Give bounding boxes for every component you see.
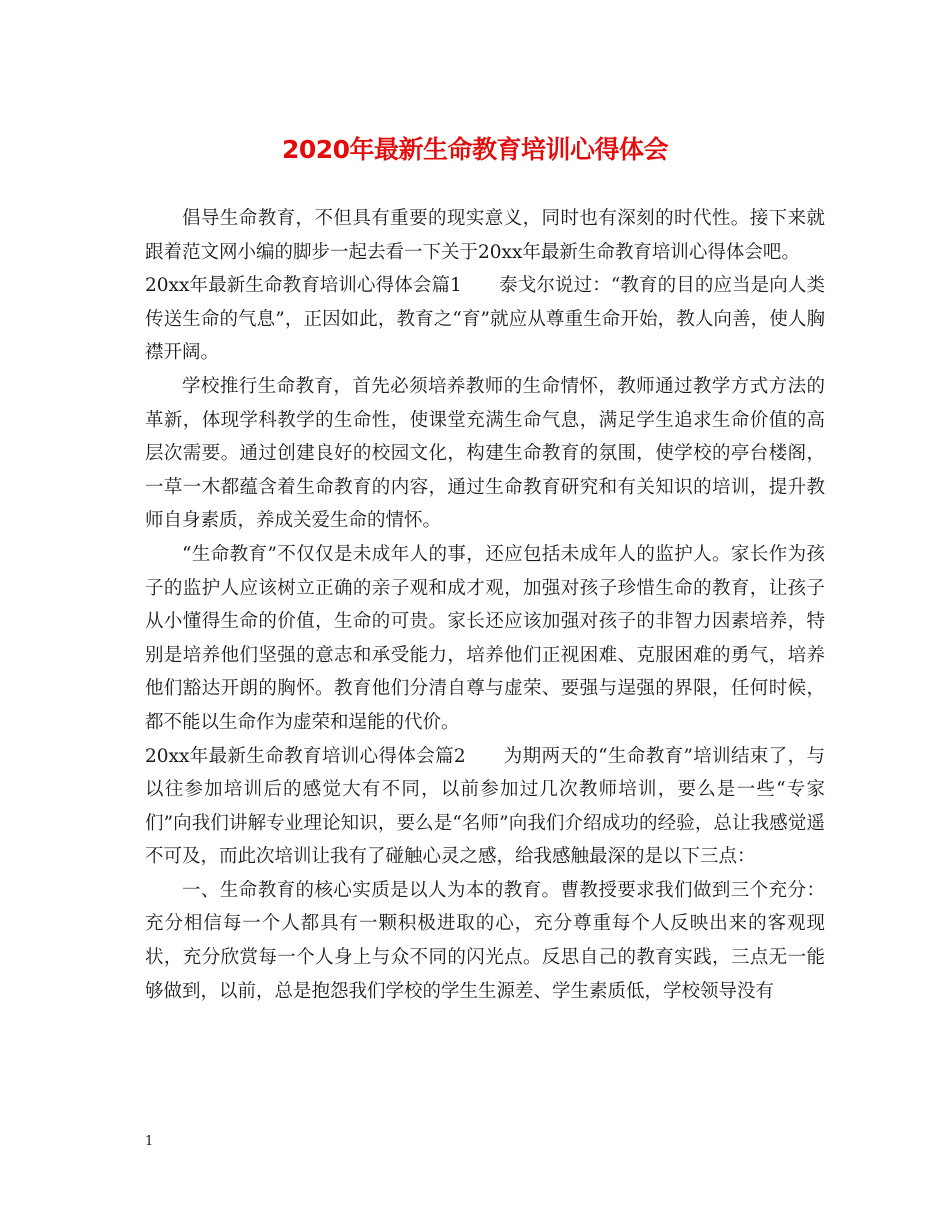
document-title: 2020年最新生命教育培训心得体会	[281, 135, 669, 164]
page-number: 1	[145, 1134, 154, 1149]
paragraph-4: “生命教育”不仅仅是未成年人的事，还应包括未成年人的监护人。家长作为孩子的监护人应该树立正确的亲子观和成才观，加强对孩子珍惜生命的教育，让孩子从小懂得生命的价值，生命的可贵。家长还应该加强对孩子的非智力因素培养，特别是培养他们坚强的意志和承受能力，培养他们正视困难、克服困难的勇气，培养他们豁达开朗的胸怀。教育他们分清自尊与虚荣、要强与逞强的界限，任何时候，都不能以生命作为虚荣和逞能的代价。	[145, 543, 825, 733]
document-body	[145, 202, 825, 1008]
paragraph-2: 20xx年最新生命教育培训心得体会篇1 泰戈尔说过：“教育的目的应当是向人类传送生命的气息”，正因如此，教育之“育”就应从尊重生命开始，教人向善，使人胸襟开阔。	[145, 275, 825, 364]
paragraph-5: 20xx年最新生命教育培训心得体会篇2 为期两天的“生命教育”培训结束了，与以往参加培训后的感觉大有不同，以前参加过几次教师培训，要么是一些“专家们”向我们讲解专业理论知识，要么是“名师”向我们介绍成功的经验，总让我感觉遥不可及，而此次培训让我有了碰触心灵之感，给我感触最深的是以下三点：	[145, 745, 825, 868]
paragraph-6: 一、生命教育的核心实质是以人为本的教育。曹教授要求我们做到三个充分：充分相信每一个人都具有一颗积极进取的心，充分尊重每个人反映出来的客观现状，充分欣赏每一个人身上与众不同的闪光点。反思自己的教育实践，三点无一能够做到，以前，总是抱怨我们学校的学生生源差、学生素质低，学校领导没有	[145, 879, 825, 1002]
paragraph-3: 学校推行生命教育，首先必须培养教师的生命情怀，教师通过教学方式方法的革新，体现学科教学的生命性，使课堂充满生命气息，满足学生追求生命价值的高层次需要。通过创建良好的校园文化，构建生命教育的氛围，使学校的亭台楼阁，一草一木都蕴含着生命教育的内容，通过生命教育研究和有关知识的培训，提升教师自身素质，养成关爱生命的情怀。	[145, 375, 825, 532]
paragraph-1: 倡导生命教育，不但具有重要的现实意义，同时也有深刻的时代性。接下来就跟着范文网小编的脚步一起去看一下关于20xx年最新生命教育培训心得体会吧。	[145, 208, 825, 263]
